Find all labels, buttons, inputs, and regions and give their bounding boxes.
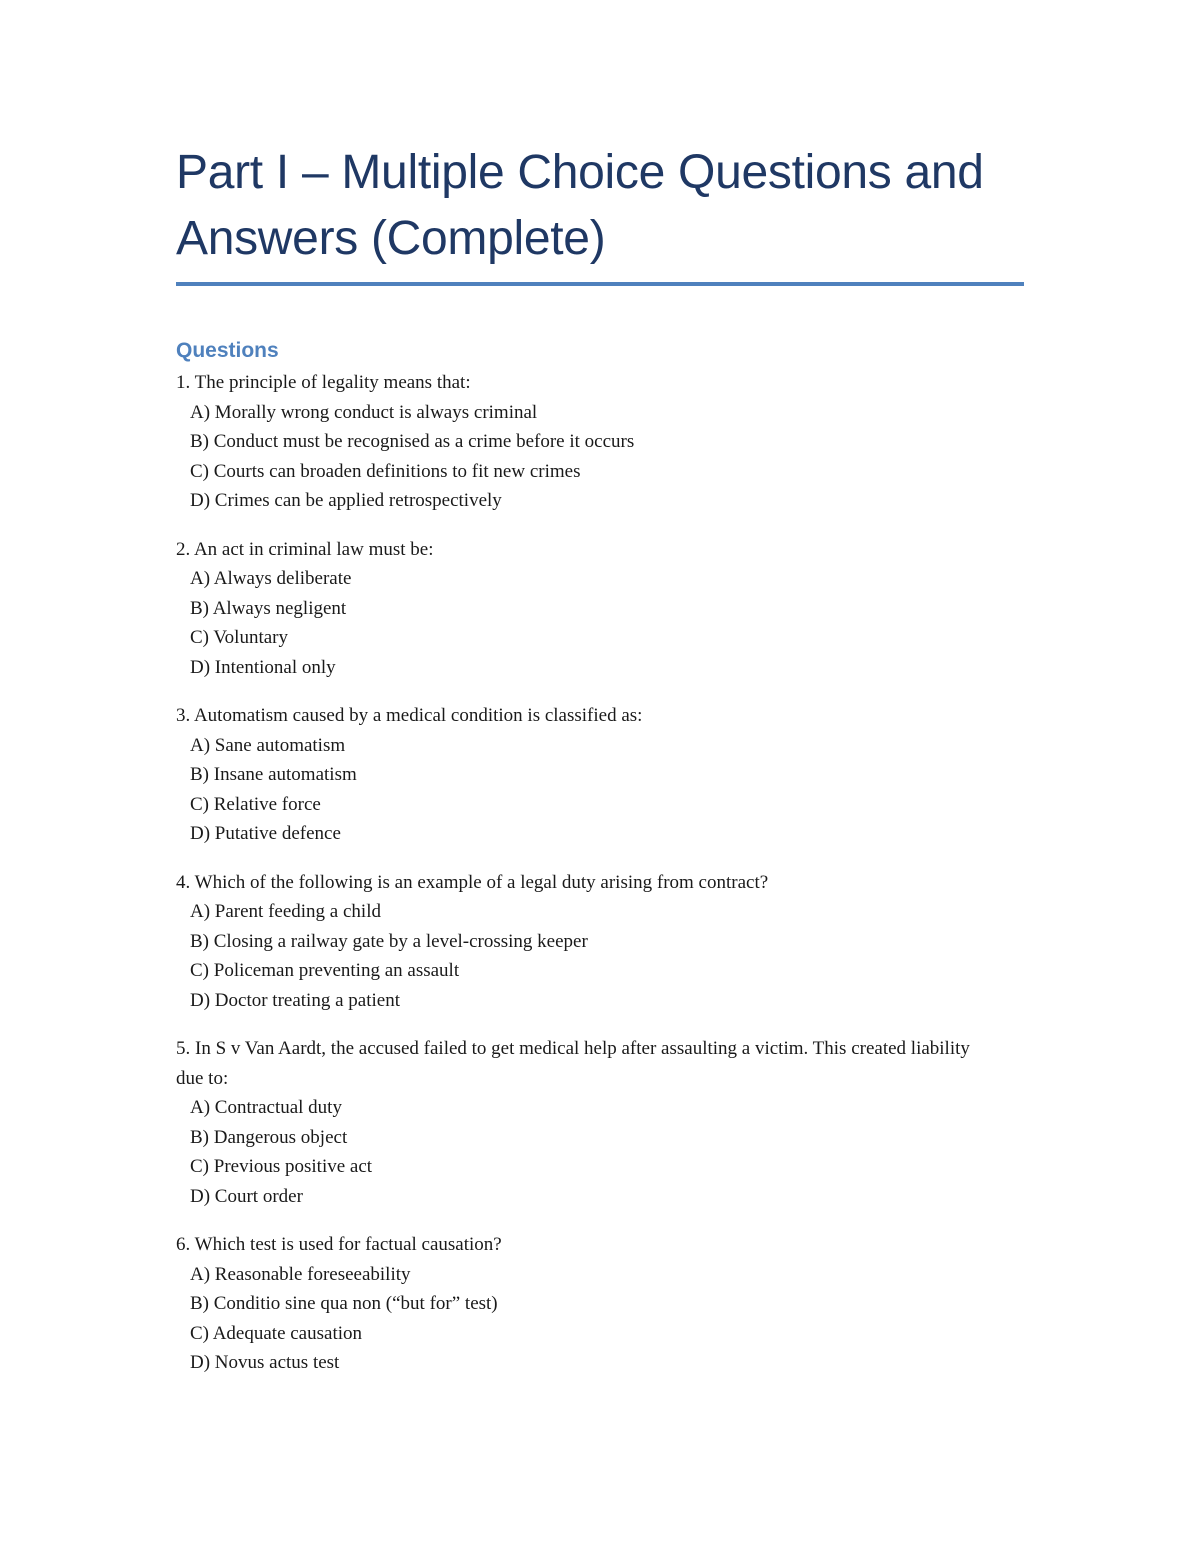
answer-option: D) Court order	[190, 1185, 303, 1207]
question-text: 3. Automatism caused by a medical condition is classified as:	[176, 705, 643, 726]
question-text: 6. Which test is used for factual causation?	[176, 1234, 502, 1255]
answer-option: C) Voluntary	[190, 627, 288, 648]
answer-option: D) Putative defence	[190, 823, 341, 844]
answer-option: B) Always negligent	[190, 597, 347, 619]
document-title: Part I – Multiple Choice Questions and Answers (Complete)	[176, 146, 984, 265]
page-content	[176, 140, 1024, 1397]
answer-option: C) Adequate causation	[190, 1322, 363, 1344]
question-item	[176, 701, 1024, 849]
question-item	[176, 535, 1024, 683]
question-text: 1. The principle of legality means that:	[176, 372, 471, 393]
question-item	[176, 1034, 1024, 1211]
question-text: 5. In S v Van Aardt, the accused failed to get medical help after assaulting a victim. This created liability due to:	[176, 1038, 970, 1089]
answer-option: A) Reasonable foreseeability	[190, 1263, 411, 1285]
answer-option: B) Closing a railway gate by a level-crossing keeper	[190, 930, 588, 952]
question-text: 4. Which of the following is an example of a legal duty arising from contract?	[176, 871, 769, 893]
answer-option: B) Insane automatism	[190, 764, 357, 785]
title-underline-rule	[176, 282, 1024, 286]
answer-option: D) Novus actus test	[190, 1352, 340, 1373]
answer-option: A) Always deliberate	[190, 568, 352, 589]
answer-option: A) Parent feeding a child	[190, 901, 381, 922]
answer-option: B) Dangerous object	[190, 1126, 348, 1148]
answer-option: A) Contractual duty	[190, 1097, 342, 1118]
question-item	[176, 868, 1024, 1016]
answer-option: D) Crimes can be applied retrospectively	[190, 490, 502, 511]
answer-option: A) Sane automatism	[190, 734, 346, 756]
answer-option: A) Morally wrong conduct is always criminal	[190, 401, 538, 423]
question-item	[176, 1230, 1024, 1378]
questions-list	[176, 368, 1024, 1378]
answer-option: C) Policeman preventing an assault	[190, 960, 460, 981]
answer-option: D) Intentional only	[190, 656, 336, 678]
answer-option: C) Relative force	[190, 793, 321, 815]
answer-option: C) Previous positive act	[190, 1156, 373, 1177]
answer-option: D) Doctor treating a patient	[190, 989, 400, 1011]
question-item	[176, 368, 1024, 516]
answer-option: B) Conditio sine qua non (“but for” test)	[190, 1293, 498, 1314]
answer-option: C) Courts can broaden definitions to fit new crimes	[190, 460, 581, 482]
question-text: 2. An act in criminal law must be:	[176, 538, 434, 560]
answer-option: B) Conduct must be recognised as a crime before it occurs	[190, 431, 635, 452]
section-heading-questions: Questions	[176, 339, 279, 362]
